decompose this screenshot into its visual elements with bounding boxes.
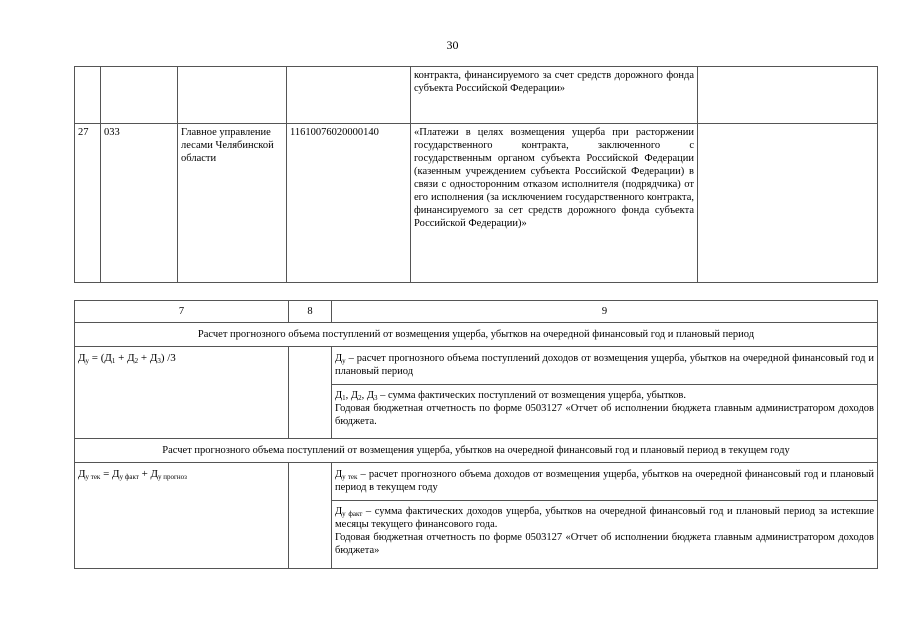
table-row <box>75 124 878 283</box>
description-cell: $Д_у$ – расчет прогнозного объема поступлений доходов от возмещения ущерба, убытков на очередной финансовый год и плановый период <box>332 347 878 385</box>
code-cell <box>101 67 178 124</box>
kbk-cell: 11610076020000140 <box>287 124 411 283</box>
page-number: 30 <box>446 38 459 52</box>
administrator-cell <box>178 67 287 124</box>
description-cell: $Д_{у факт}$ – сумма фактических доходов ущерба, убытков на очередной финансовый год и плановый период за истекшие месяцы текущего финансового года. Годовая бюджетная отчетность по форме 0503127 «Отчет об исполнении бюджета главным администратором доходов бюджета» <box>332 501 878 569</box>
forecast-method-table <box>74 300 878 569</box>
formula-cell: $Д_у = (Д_1 + Д_2 + Д_3)$ /3 <box>75 347 289 439</box>
section-title-row <box>75 323 878 347</box>
header-row <box>75 301 878 323</box>
table-row <box>75 67 878 124</box>
administrator-cell: Главное управление лесами Челябинской области <box>178 124 287 283</box>
kbk-cell <box>287 67 411 124</box>
table-row <box>75 347 878 385</box>
code-cell: 033 <box>101 124 178 283</box>
row-number-cell <box>75 67 101 124</box>
description-cell: контракта, финансируемого за счет средств дорожного фонда субъекта Российской Федерации» <box>411 67 698 124</box>
empty-cell <box>289 463 332 569</box>
description-cell: $Д_{у тек}$ – расчет прогнозного объема доходов от возмещения ущерба, убытков на очередной финансовый год и плановый период в текущем году <box>332 463 878 501</box>
row-number-cell: 27 <box>75 124 101 283</box>
empty-cell <box>289 347 332 439</box>
section1-title: Расчет прогнозного объема поступлений от возмещения ущерба, убытков на очередной финансовый год и плановый период <box>75 323 878 347</box>
column-header-8: 8 <box>289 301 332 323</box>
column-header-9: 9 <box>332 301 878 323</box>
description-cell: $Д_1$, $Д_2$, $Д_3$ – сумма фактических поступлений от возмещения ущерба, убытков. Годовая бюджетная отчетность по форме 0503127 «Отчет об исполнении бюджета главным администратором доходов бюджета. <box>332 385 878 439</box>
description-cell: «Платежи в целях возмещения ущерба при расторжении государственного контракта, заключенного с государственным органом субъекта Российской Федерации (казенным учреждением субъекта Российской Федерации) в связи с односторонним отказом исполнителя (подрядчика) от его исполнения (за исключением государственного контракта, финансируемого за сет средств дорожного фонда субъекта Российской Федерации)» <box>411 124 698 283</box>
empty-cell <box>698 67 878 124</box>
formula-cell: $Д_{у тек} = Д_{у факт} + Д_{у прогноз}$ <box>75 463 289 569</box>
section-title-row <box>75 439 878 463</box>
budget-codes-table <box>74 66 878 283</box>
section2-title: Расчет прогнозного объема поступлений от возмещения ущерба, убытков на очередной финансовый год и плановый период в текущем году <box>75 439 878 463</box>
column-header-7: 7 <box>75 301 289 323</box>
empty-cell <box>698 124 878 283</box>
table-row <box>75 463 878 501</box>
